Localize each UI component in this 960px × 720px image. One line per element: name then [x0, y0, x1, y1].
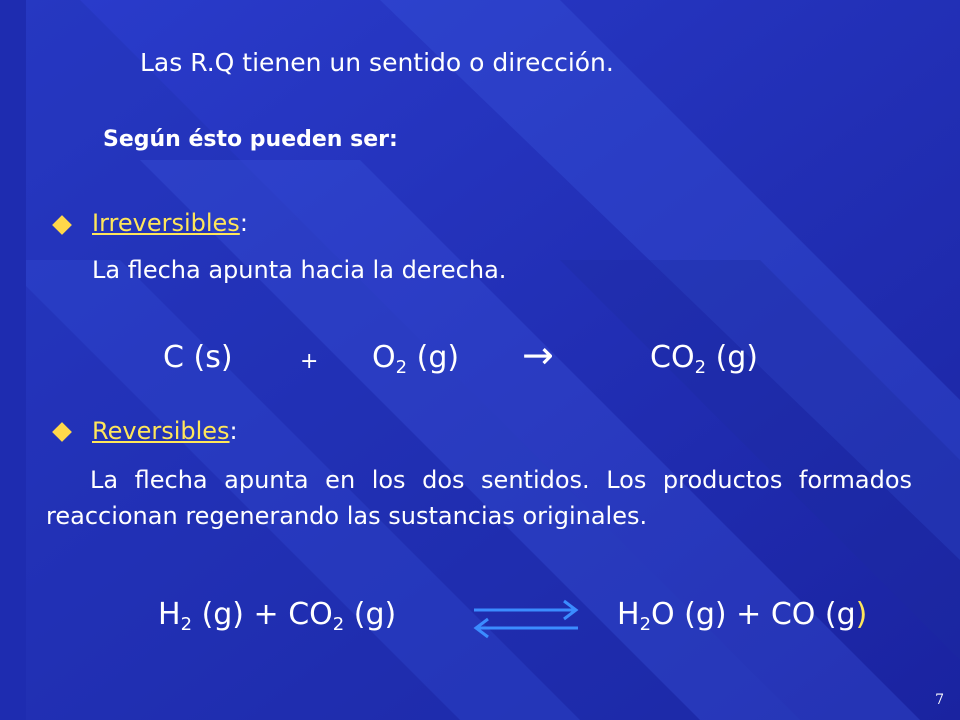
reversible-reactants: $H_2$ $(g) + CO_2$ (g): [158, 597, 397, 635]
irreversible-colon: :: [239, 209, 248, 237]
irreversible-reactant2: $O_2$ (g): [372, 340, 460, 378]
intro-text: Las R.Q tienen un sentido o dirección.: [140, 48, 614, 77]
equilibrium-arrows-icon: [470, 598, 582, 640]
reversible-description: La flecha apunta en los dos sentidos. Los productos formados reaccionan regenerando las sustancias originales.: [46, 466, 912, 530]
subtitle: Según ésto pueden ser:: [103, 127, 398, 152]
page-number: 7: [935, 692, 944, 708]
irreversible-heading: Irreversibles: [92, 209, 240, 237]
irreversible-product: $CO_2$ (g): [650, 340, 759, 378]
reversible-heading-line: [92, 417, 238, 445]
reversible-products: $H_2O$ (g) + CO (g): [617, 597, 868, 635]
reversible-heading: Reversibles: [92, 417, 230, 445]
irreversible-reactant1: C (s): [163, 340, 233, 375]
right-arrow-icon: →: [522, 333, 554, 377]
reversible-colon: :: [229, 417, 238, 445]
irreversible-description: La flecha apunta hacia la derecha.: [92, 256, 507, 284]
irreversible-plus: +: [300, 349, 319, 374]
irreversible-heading-line: [92, 209, 248, 237]
